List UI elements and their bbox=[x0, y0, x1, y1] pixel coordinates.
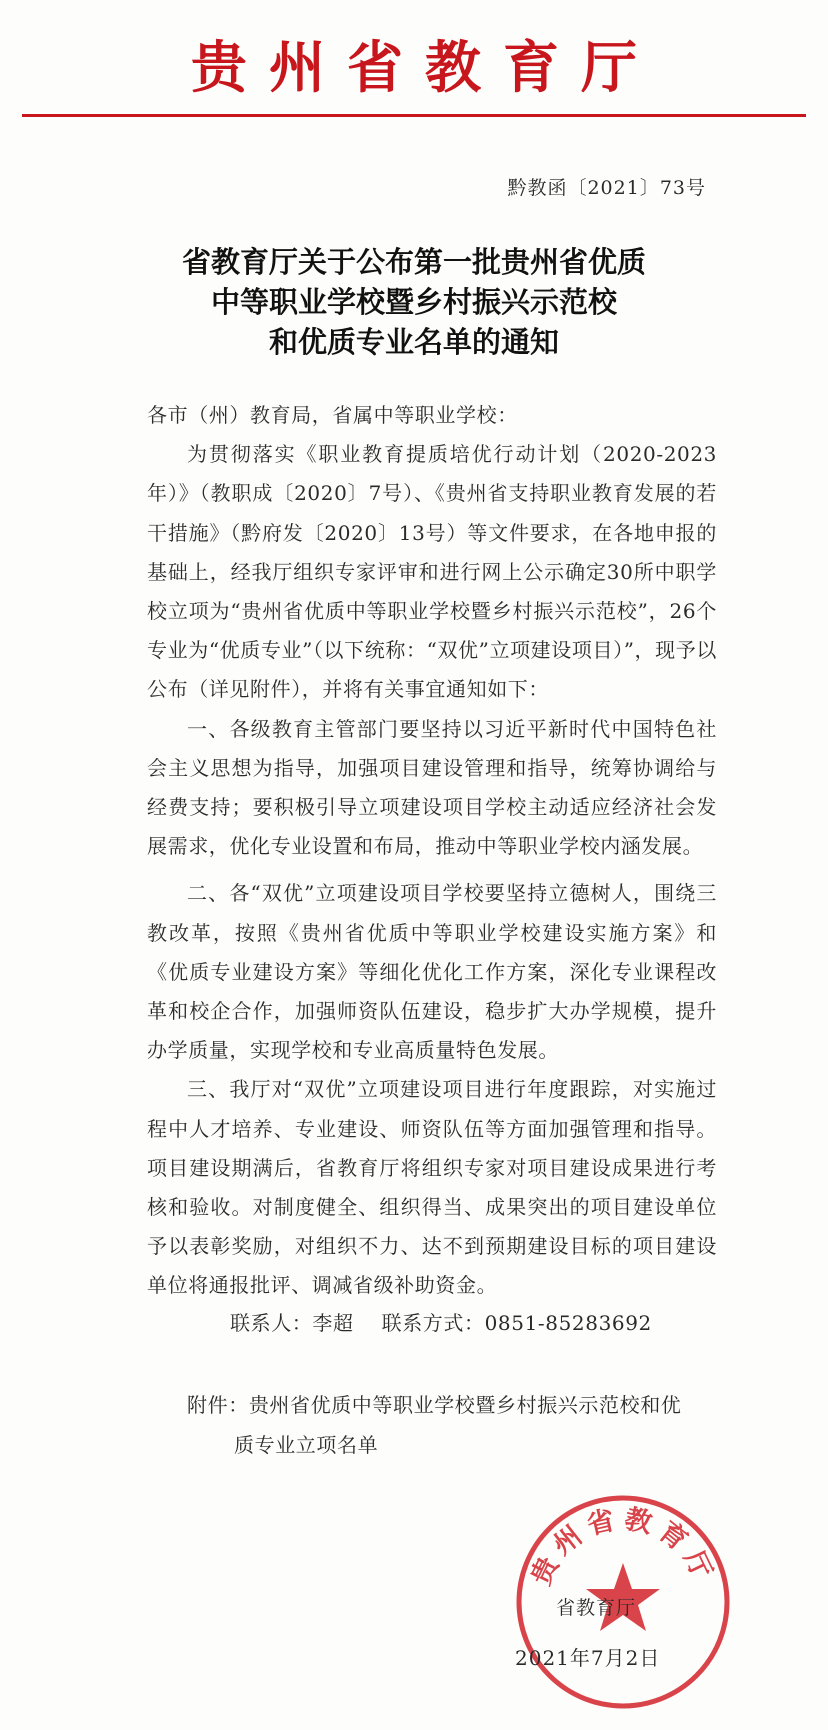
item-1-paragraph: 一、各级教育主管部门要坚持以习近平新时代中国特色社会主义思想为指导，加强项目建设管理和指导，统筹协调给与经费支持；要积极引导立项建设项目学校主动适应经济社会发展需求，优化专业设置和布局，推动中等职业学校内涵发展。 bbox=[147, 716, 717, 859]
item-2-paragraph: 二、各“双优”立项建设项目学校要坚持立德树人，围绕三教改革，按照《贵州省优质中等职业学校建设实施方案》和《优质专业建设方案》等细化优化工作方案，深化专业课程改革和校企合作，加强师资队伍建设，稳步扩大办学规模，提升办学质量，实现学校和专业高质量特色发展。 bbox=[147, 881, 717, 1063]
attachment-label: 附件： bbox=[187, 1393, 249, 1417]
attachment-line-1: 贵州省优质中等职业学校暨乡村振兴示范校和优 bbox=[248, 1393, 682, 1417]
intro-paragraph: 为贯彻落实《职业教育提质培优行动计划（2020-2023年）》（教职成〔2020〕7号）、《贵州省支持职业教育发展的若干措施》（黔府发〔2020〕13号）等文件要求，在各地申报的基础上，经我厅组织专家评审和进行网上公示确定30所中职学校立项为“贵州省优质中等职业学校暨乡村振兴示范校”，26个专业为“优质专业”（以下统称：“双优”立项建设项目）”，现予以公布（详见附件），并将有关事宜通知如下： bbox=[147, 442, 717, 702]
document-body bbox=[147, 396, 717, 1306]
letterhead-title: 贵州省教育厅 bbox=[191, 36, 659, 101]
signing-date: 2021年7月2日 bbox=[515, 1646, 661, 1670]
title-line-1: 省教育厅关于公布第一批贵州省优质 bbox=[181, 245, 646, 279]
contact-phone: 联系方式：0851-85283692 bbox=[381, 1311, 652, 1335]
document-number: 黔教函〔2021〕73号 bbox=[507, 177, 706, 199]
title-line-2: 中等职业学校暨乡村振兴示范校 bbox=[210, 285, 617, 319]
title-line-3: 和优质专业名单的通知 bbox=[268, 325, 559, 359]
signer-name: 省教育厅 bbox=[556, 1597, 637, 1619]
attachment-line-2: 质专业立项名单 bbox=[234, 1433, 379, 1457]
salutation: 各市（州）教育局，省属中等职业学校： bbox=[147, 403, 518, 427]
letterhead-divider bbox=[22, 114, 806, 117]
document-title bbox=[0, 242, 828, 362]
contact-line bbox=[230, 1308, 652, 1338]
item-3-paragraph: 三、我厅对“双优”立项建设项目进行年度跟踪，对实施过程中人才培养、专业建设、师资队伍等方面加强管理和指导。项目建设期满后，省教育厅将组织专家对项目建设成果进行考核和验收。对制度健全、组织得当、成果突出的项目建设单位予以表彰奖励，对组织不力、达不到预期建设目标的项目建设单位将通报批评、调减省级补助资金。 bbox=[147, 1077, 717, 1298]
attachment-note bbox=[187, 1385, 727, 1465]
contact-person: 联系人：李超 bbox=[230, 1311, 354, 1335]
svg-text:贵州省教育厅: 贵州省教育厅 bbox=[525, 1503, 721, 1591]
